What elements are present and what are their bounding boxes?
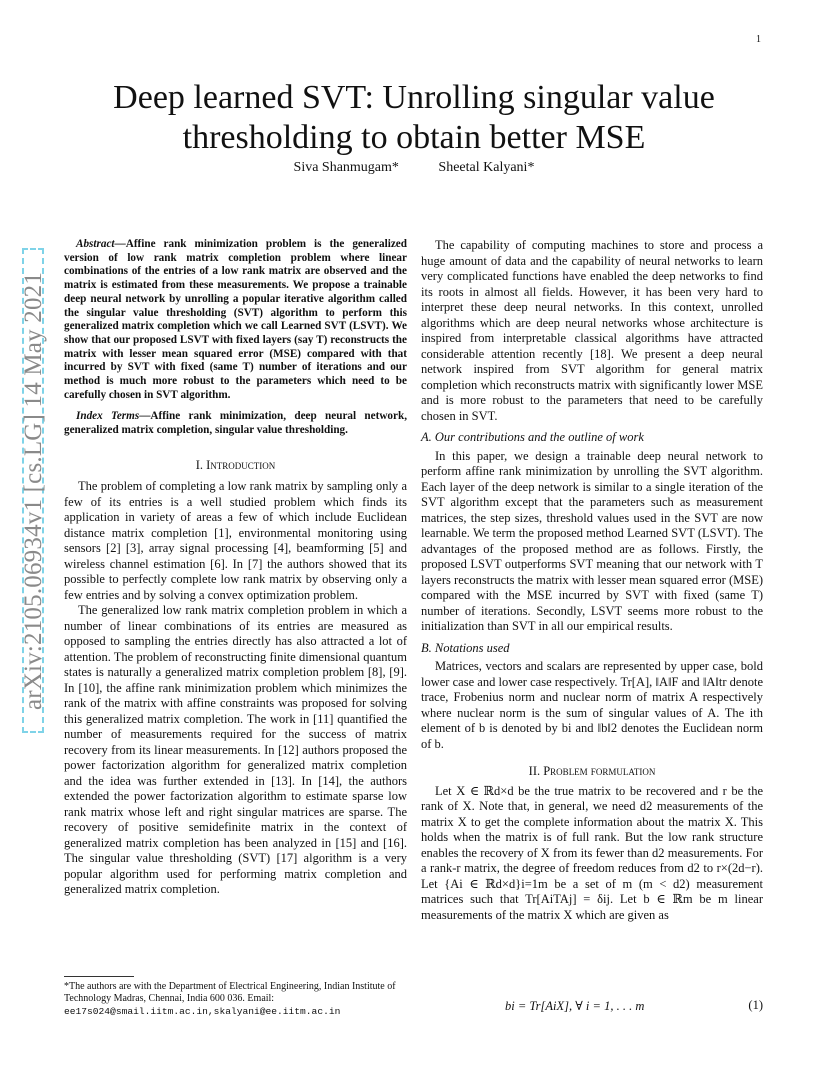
intro-paragraph-2: The generalized low rank matrix completion problem in which a number of linear combinations of its entries are measured as opposed to sampling the entries directly has also attracted a lot of attention. The problem of reconstructing finite dimensional quantum states is naturally a generalized matrix completion problem [8], [9]. In [10], the affine rank minimization problem which minimizes the rank of the matrix with affine constraints was proposed for solving this generalized matrix completion. The work in [11] quantified the number of measurements required for the success of matrix recovery from its linear measurements. In [12] authors proposed the power factorization algorithm for generalized matrix completion and the idea was further extended in [13]. In [14], the authors extended the power factorization algorithm to estimate sparse low rank matrix whose left and right singular matrices are sparse. The recovery of positive semidefinite matrix in the context of generalized matrix completion has been analyzed in [15] and [16]. The singular value thresholding (SVT) [17] algorithm is a very popular algorithm used for performing matrix completion and generalized matrix completion. <box>64 603 407 897</box>
problem-paragraph: Let X ∈ ℝd×d be the true matrix to be recovered and r be the rank of X. Note that, in general, we need d2 measurements of the matrix X to get the complete information about the matrix X. This holds when the matrix is of full rank. But the low rank structure enables the recovery of X from its fewer than d2 measurements. For a rank-r matrix, the degree of freedom reduces from d2 to r×(2d−r). Let {Ai ∈ ℝd×d}i=1m be a set of m (m < d2) measurement matrices such that Tr[AiTAj] = δij. Let b ∈ ℝm be m linear measurements of the matrix X which are given as <box>421 783 763 922</box>
paper-title <box>60 78 768 158</box>
notations-paragraph: Matrices, vectors and scalars are represented by upper case, bold lower case and lower case respectively. Tr[A], ‖A‖F and ‖A‖tr denote trace, Frobenius norm and nuclear norm of matrix A respectively where nuclear norm is the sum of singular values of A. The ith element of b is denoted by bi and ‖b‖2 denotes the Euclidean norm of b. <box>421 659 763 751</box>
footnote-rule <box>64 976 134 977</box>
author-list <box>0 160 828 176</box>
equation-number: (1) <box>748 998 763 1012</box>
title-line-2: thresholding to obtain better MSE <box>182 119 646 156</box>
author: Sheetal Kalyani* <box>438 160 535 175</box>
left-column <box>64 238 407 898</box>
footnote <box>64 976 407 1018</box>
abstract-text: —Affine rank minimization problem is the generalized version of low rank matrix completion problem where linear combinations of the entries of a low rank matrix are observed and the matrix is estimated from these measurements. We propose a trainable deep neural network by unrolling a popular iterative algorithm called the singular value thresholding (SVT) algorithm to perform this generalized matrix completion which we call Learned SVT (LSVT). We show that our proposed LSVT with fixed layers (say T) reconstructs the matrix with lesser mean squared error (MSE) compared with that incurred by SVT with fixed (same T) number of iterations and our method is much more robust to the parameters which need to be carefully chosen in SVT algorithm. <box>64 238 407 401</box>
abstract <box>64 238 407 402</box>
footnote-email[interactable]: ee17s024@smail.iitm.ac.in,skalyani@ee.iitm.ac.in <box>64 1005 341 1017</box>
index-terms <box>64 410 407 437</box>
contributions-paragraph: In this paper, we design a trainable deep neural network to perform affine rank minimization by unrolling the SVT algorithm. Each layer of the deep network is similar to a single iteration of the SVT algorithm except that the parameters such as measurement matrices, the step sizes, threshold values used in the SVT are now learnable. We term the proposed method Learned SVT (LSVT). The advantages of the proposed method are as follows. Firstly, the proposed LSVT outperforms SVT meaning that our network with T layers reconstructs the matrix with lesser mean squared error (MSE) compared with the MSE incurred by SVT with fixed (same T) number of iterations. Secondly, LSVT seems more robust to the initialization than SVT in all our empirical results. <box>421 448 763 633</box>
section-heading-problem-formulation: II. Problem formulation <box>528 764 656 778</box>
title-line-1: Deep learned SVT: Unrolling singular value <box>113 79 715 116</box>
right-column <box>421 238 763 923</box>
equation-body: bi = Tr[AiX], ∀ i = 1, . . . m <box>505 999 645 1013</box>
section-heading-introduction: I. Introduction <box>195 457 276 472</box>
subsection-heading-notations: B. Notations used <box>421 640 510 655</box>
right-paragraph-1: The capability of computing machines to store and process a huge amount of data and the capability of neural networks to learn very complicated functions have enabled the deep networks to find its roots in almost all fields. However, it has been very hard to interpret these deep neural networks. In this context, unrolled algorithms which are deep neural networks whose architecture is inspired from interpretable classical algorithms have attracted considerable attention recently [18]. We present a deep neural network inspired from SVT algorithm for general matrix completion which reconstructs matrix with significantly lower MSE and is more robust to the parameters that need to be carefully chosen in SVT. <box>421 238 763 423</box>
abstract-lead: Abstract <box>76 238 115 250</box>
index-terms-lead: Index Terms <box>76 410 140 423</box>
arxiv-stamp-text: arXiv:2105.06934v1 [cs.LG] 14 May 2021 <box>20 271 47 710</box>
equation-1 <box>505 998 763 1014</box>
author: Siva Shanmugam* <box>293 160 399 175</box>
arxiv-stamp[interactable] <box>18 248 50 733</box>
page-number: 1 <box>756 34 761 45</box>
intro-paragraph-1: The problem of completing a low rank matrix by sampling only a few of its entries is a well studied problem which finds its application in variety of areas a few of which include Euclidean distance matrix completion [1], environmental monitoring using sensors [2] [3], array signal processing [4], beamforming [5] and wireless channel estimation [6]. In [7] the authors showed that its possible to perfectly complete low rank matrix by observing only a few entries and by solving a convex optimization problem. <box>64 479 407 602</box>
footnote-text: *The authors are with the Department of Electrical Engineering, Indian Institute of Technology Madras, Chennai, India 600 036. Email: <box>64 980 396 1004</box>
index-terms-text: —Affine rank minimization, deep neural network, generalized matrix completion, singular value thresholding. <box>64 410 407 437</box>
subsection-heading-contributions: A. Our contributions and the outline of work <box>421 430 644 444</box>
